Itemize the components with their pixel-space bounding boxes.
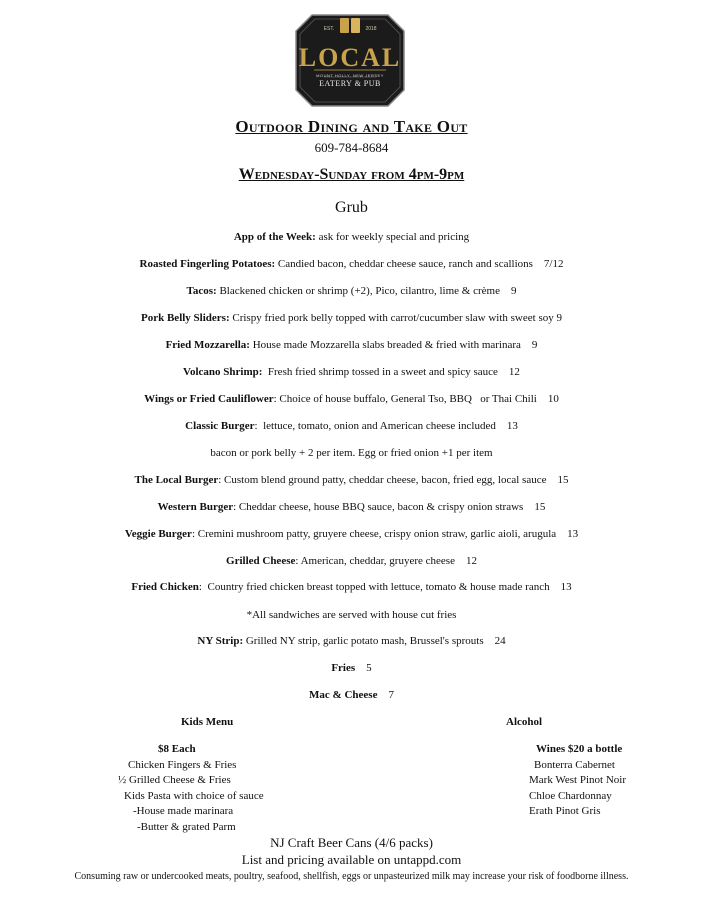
kids-menu-heading: Kids Menu — [181, 716, 234, 728]
menu-item — [0, 339, 703, 351]
menu-item-name: Fried Chicken — [131, 581, 199, 593]
menu-item-desc: : Country fried chicken breast topped with lettuce, tomato & house made ranch 13 — [198, 581, 572, 593]
menu-item-name: Fried Mozzarella: — [165, 339, 250, 351]
menu-item-desc: 5 — [355, 662, 372, 674]
menu-item-name: Mac & Cheese — [309, 689, 378, 701]
menu-item — [0, 420, 703, 432]
menu-item — [0, 635, 703, 647]
wine-item: Chloe Chardonnay — [529, 790, 612, 802]
menu-item — [0, 474, 703, 486]
food-safety-disclaimer: Consuming raw or undercooked meats, poultry, seafood, shellfish, eggs or unpasteurized milk may increase your risk of foodborne illness. — [74, 871, 629, 882]
menu-item-desc: 7 — [377, 689, 394, 701]
menu-item — [0, 581, 703, 593]
menu-item-name: Veggie Burger — [124, 528, 192, 540]
menu-item-desc: Candied bacon, cheddar cheese sauce, ranch and scallions 7/12 — [275, 258, 564, 270]
menu-item — [0, 312, 703, 324]
menu-item — [0, 555, 703, 567]
wine-item: Mark West Pinot Noir — [529, 774, 626, 786]
menu-item — [0, 689, 703, 701]
menu-item-name: NY Strip: — [197, 635, 244, 647]
logo-location: MOUNT HOLLY, NEW JERSEY — [316, 73, 384, 78]
section-heading: Grub — [335, 199, 368, 216]
menu-item-desc: House made Mozzarella slabs breaded & fried with marinara 9 — [249, 339, 538, 351]
craft-beer-line: NJ Craft Beer Cans (4/6 packs) — [270, 835, 433, 850]
logo-established: EST. 2018 — [323, 26, 377, 32]
menu-item-name: Tacos: — [186, 285, 217, 297]
kids-menu-item: ½ Grilled Cheese & Fries — [118, 774, 231, 786]
wine-price: Wines $20 a bottle — [536, 743, 623, 755]
untappd-line: List and pricing available on untappd.com — [241, 852, 462, 867]
restaurant-logo — [294, 13, 406, 108]
menu-item-desc: *All sandwiches are served with house cut fries — [246, 609, 457, 621]
menu-item — [0, 285, 703, 297]
alcohol-heading: Alcohol — [506, 716, 543, 728]
menu-item-desc: Crispy fried pork belly topped with carrot/cucumber slaw with sweet soy 9 — [229, 312, 562, 324]
kids-menu-item: Chicken Fingers & Fries — [128, 759, 237, 771]
menu-item-desc: : Custom blend ground patty, cheddar cheese, bacon, fried egg, local sauce 15 — [218, 474, 569, 486]
phone-number: 609-784-8684 — [314, 140, 389, 155]
menu-item-desc: : Cremini mushroom patty, gruyere cheese, crispy onion straw, garlic aioli, arugula 13 — [191, 528, 579, 540]
menu-item-name: Pork Belly Sliders: — [141, 312, 230, 324]
menu-item — [0, 231, 703, 243]
menu-item-desc: : Cheddar cheese, house BBQ sauce, bacon & crispy onion straws 15 — [233, 501, 546, 513]
menu-item — [0, 258, 703, 270]
menu-item-name: App of the Week: — [233, 231, 316, 243]
menu-item-name: Roasted Fingerling Potatoes: — [139, 258, 276, 270]
wine-item: Erath Pinot Gris — [529, 805, 601, 817]
menu-item-name: Wings or Fried Cauliflower — [144, 393, 274, 405]
menu-item-desc: Grilled NY strip, garlic potato mash, Brussel's sprouts 24 — [243, 635, 506, 647]
menu-item — [0, 393, 703, 405]
menu-item — [0, 501, 703, 513]
logo-name: LOCAL — [298, 43, 402, 72]
page-title: Outdoor Dining and Take Out — [235, 117, 468, 136]
menu-item-name: The Local Burger — [134, 474, 219, 486]
menu-item-desc: Fresh fried shrimp tossed in a sweet and spicy sauce 12 — [262, 366, 520, 378]
wine-item: Bonterra Cabernet — [534, 759, 615, 771]
menu-item-desc: : Choice of house buffalo, General Tso, BBQ or Thai Chili 10 — [273, 393, 559, 405]
menu-item — [0, 528, 703, 540]
kids-menu-item: Kids Pasta with choice of sauce — [124, 790, 264, 802]
menu-item-name: Western Burger — [157, 501, 234, 513]
menu-item-name: Volcano Shrimp: — [183, 366, 263, 378]
menu-item-desc: Blackened chicken or shrimp (+2), Pico, cilantro, lime & crème 9 — [216, 285, 517, 297]
menu-item-desc: : lettuce, tomato, onion and American cheese included 13 — [254, 420, 518, 432]
menu-item-name: Grilled Cheese — [226, 555, 296, 567]
logo-subtitle: EATERY & PUB — [319, 79, 381, 88]
menu-item-desc: ask for weekly special and pricing — [315, 231, 470, 243]
menu-item — [0, 366, 703, 378]
hours-heading: Wednesday-Sunday from 4pm-9pm — [238, 166, 465, 183]
kids-menu-item: -House made marinara — [133, 805, 234, 817]
menu-item-desc: : American, cheddar, gruyere cheese 12 — [295, 555, 477, 567]
kids-menu-price: $8 Each — [158, 743, 196, 755]
menu-item-desc: bacon or pork belly + 2 per item. Egg or fried onion +1 per item — [210, 447, 493, 459]
menu-item-note — [0, 447, 703, 459]
kids-menu-item: -Butter & grated Parm — [137, 821, 236, 833]
menu-item — [0, 662, 703, 674]
menu-item-name: Classic Burger — [185, 420, 255, 432]
menu-item-name: Fries — [331, 662, 356, 674]
menu-item-note — [0, 609, 703, 621]
